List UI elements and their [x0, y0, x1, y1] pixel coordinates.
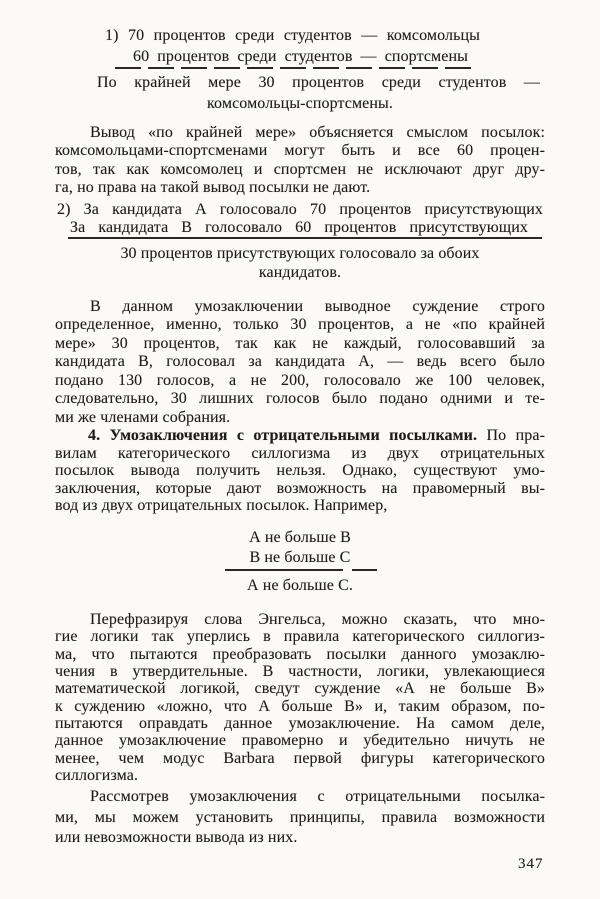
syllogism2-separator-line — [68, 237, 542, 239]
paragraph-line: Рассмотрев умозаключения с отрицательными посылка- — [90, 788, 545, 805]
paragraph-line: кандидата В, голосовал за кандидата А, — ведь всего было — [55, 353, 545, 371]
syllogism3-conclusion: А не больше С. — [247, 577, 353, 594]
paragraph-line: чения в утвердительные. В частности, логики, увлекающиеся — [55, 663, 545, 681]
paragraph-line: заключения, которые дают возможность на правомерный вы- — [55, 479, 545, 497]
syllogism1-premise1: 1) 70 процентов среди студентов — комсомольцы — [105, 27, 480, 44]
syllogism3-premise1: А не больше В — [249, 529, 351, 546]
paragraph-line: ма, что пытаются преобразовать посылки данного умозаклю- — [55, 645, 545, 663]
syllogism1-conclusion-line1: По крайней мере 30 процентов среди студентов — — [97, 74, 540, 91]
paragraph-line: посылок вывода получить нельзя. Однако, существуют умо- — [55, 462, 545, 479]
syllogism1-premise2: 60 процентов среди студентов — спортсмены — [133, 48, 468, 65]
paragraph-rassmotrev — [55, 787, 545, 849]
section4-heading: 4. Умозаключения с отрицательными посылками. — [88, 427, 478, 444]
paragraph-line: или невозможности вывода из них. — [55, 829, 298, 847]
paragraph-line: гие логики так уперлись в правила категорического силлогиз- — [55, 628, 545, 646]
paragraph-line: В данном умозаключении выводное суждение строго — [90, 298, 545, 315]
paragraph-line: вод из двух отрицательных посылок. Например, — [55, 497, 388, 514]
paragraph-line: математической логикой, сведут суждение «А не больше В» — [55, 680, 545, 698]
paragraph-line: силлогизма. — [55, 767, 139, 785]
syllogism1-separator-line — [115, 67, 475, 69]
paragraph-line: комсомольцами-спортсменами могут быть и все 60 процен- — [55, 142, 545, 160]
paragraph-line: определенное, именно, только 30 процентов, а не «по крайней — [55, 316, 545, 334]
paragraph-line: Перефразируя слова Энгельса, можно сказать, что мно- — [90, 611, 545, 628]
syllogism3-premise2: В не больше С — [249, 549, 351, 566]
paragraph-vyvod — [55, 124, 545, 198]
section4-heading-continuation: По пра- — [486, 427, 545, 444]
paragraph-line: ми же членами собрания. — [55, 408, 231, 426]
syllogism2-premise1: 2) За кандидата А голосовало 70 процентов присутствующих — [57, 201, 543, 218]
paragraph-line: к суждению «ложно, что А больше В» и, таким образом, по- — [55, 697, 545, 715]
paragraph-line: данное умозаключение правомерно и убедительно ничуть не — [55, 732, 545, 750]
section4-paragraph — [55, 427, 545, 515]
syllogism1-conclusion-line2: комсомольцы-спортсмены. — [207, 95, 393, 112]
paragraph-perefraziruya — [55, 611, 545, 784]
paragraph-line: тов, так как комсомолец и спортсмен не исключают друг дру- — [55, 160, 545, 178]
paragraph-line: менее, чем модус Barbara первой фигуры категорического — [55, 749, 545, 767]
paragraph-line: следовательно, 30 лишних голосов было подано одними и те- — [55, 390, 545, 408]
syllogism2-conclusion-line2: кандидатов. — [258, 264, 342, 281]
paragraph-line: вилам категорического силлогизма из двух отрицательных — [55, 444, 545, 462]
paragraph-line: ми, мы можем установить принципы, правила возможности — [55, 808, 545, 826]
syllogism2-conclusion-line1: 30 процентов присутствующих голосовало за обоих — [120, 245, 480, 262]
section4-heading-line — [55, 427, 545, 445]
paragraph-v-dannom — [55, 298, 545, 427]
page-number: 347 — [518, 856, 544, 872]
syllogism3-separator-line — [225, 569, 377, 571]
paragraph-line: га, но права на такой вывод посылки не дают. — [55, 179, 371, 197]
paragraph-line: Вывод «по крайней мере» объясняется смыслом посылок: — [90, 124, 545, 141]
syllogism2-premise2: За кандидата В голосовало 60 процентов присутствующих — [70, 219, 528, 236]
paragraph-line: пытаются оправдать данное умозаключение. На самом деле, — [55, 715, 545, 733]
paragraph-line: подано 130 голосов, а не 200, голосовало же 100 человек, — [55, 371, 545, 389]
paragraph-line: мере» 30 процентов, так как не каждый, голосовавший за — [55, 334, 545, 352]
